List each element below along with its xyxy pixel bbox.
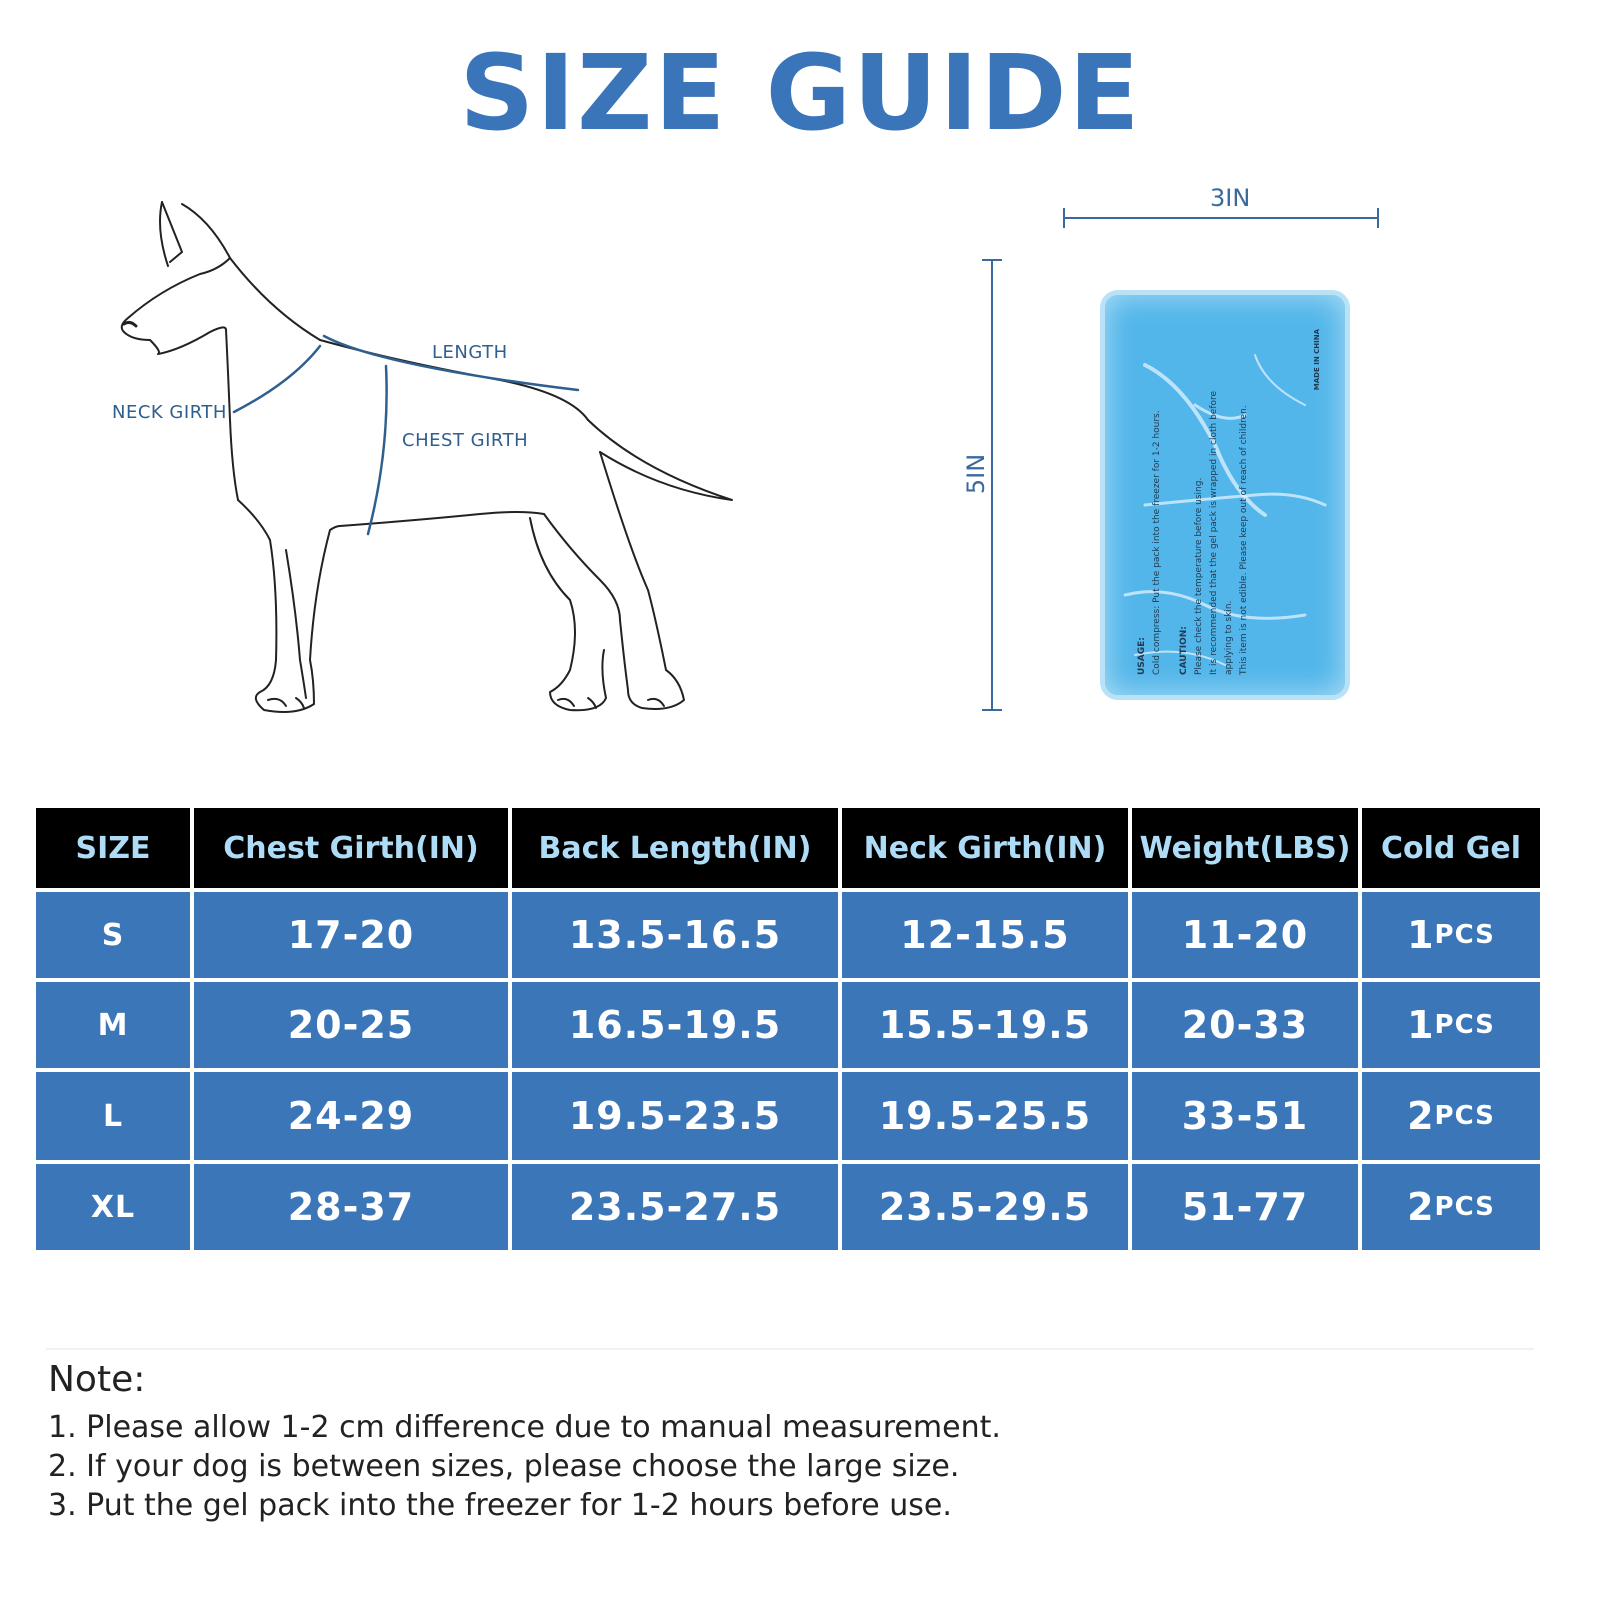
gel-width-label: 3IN — [1210, 184, 1251, 212]
notes-divider — [46, 1348, 1534, 1350]
gel-unit: PCS — [1434, 920, 1495, 950]
gel-unit: PCS — [1434, 1192, 1495, 1222]
back-cell: 19.5-23.5 — [512, 1072, 838, 1160]
cold-gel-cell — [1362, 1164, 1540, 1250]
weight-cell: 33-51 — [1132, 1072, 1358, 1160]
gel-qty: 1 — [1407, 1003, 1435, 1047]
weight-cell: 11-20 — [1132, 892, 1358, 978]
chest-cell: 17-20 — [194, 892, 508, 978]
gel-unit: PCS — [1434, 1010, 1495, 1040]
gel-qty: 1 — [1407, 913, 1435, 957]
weight-cell: 20-33 — [1132, 982, 1358, 1068]
back-cell: 16.5-19.5 — [512, 982, 838, 1068]
notes-section — [48, 1358, 1528, 1525]
caution-line-2: It is recommended that the gel pack is wrapped in cloth before — [1209, 390, 1219, 675]
size-cell: M — [36, 982, 190, 1068]
notes-title: Note: — [48, 1359, 146, 1400]
size-cell: S — [36, 892, 190, 978]
caution-line-3: applying to skin. — [1224, 600, 1234, 675]
note-item: 2. If your dog is between sizes, please choose the large size. — [48, 1449, 960, 1484]
cold-gel-cell — [1362, 892, 1540, 978]
header-cold-gel: Cold Gel — [1362, 808, 1540, 888]
caution-title: CAUTION: — [1179, 626, 1189, 675]
note-item: 3. Put the gel pack into the freezer for 1-2 hours before use. — [48, 1488, 952, 1523]
gel-pack-image — [1100, 290, 1350, 700]
gel-qty: 2 — [1407, 1094, 1435, 1138]
length-label: LENGTH — [432, 342, 508, 363]
made-in-label: MADE IN CHINA — [1313, 329, 1321, 391]
size-cell: XL — [36, 1164, 190, 1250]
page-title: SIZE GUIDE — [459, 32, 1142, 154]
neck-cell: 12-15.5 — [842, 892, 1128, 978]
chest-cell: 20-25 — [194, 982, 508, 1068]
header-chest-girth: Chest Girth(IN) — [194, 808, 508, 888]
chest-girth-label: CHEST GIRTH — [402, 430, 529, 451]
gel-qty: 2 — [1407, 1185, 1435, 1229]
neck-girth-label: NECK GIRTH — [112, 402, 227, 423]
note-item: 1. Please allow 1-2 cm difference due to manual measurement. — [48, 1410, 1001, 1445]
usage-title: USAGE: — [1137, 637, 1147, 675]
header-size: SIZE — [36, 808, 190, 888]
weight-cell: 51-77 — [1132, 1164, 1358, 1250]
size-table — [36, 808, 1532, 1250]
dog-outline-illustration — [100, 190, 780, 750]
size-cell: L — [36, 1072, 190, 1160]
cold-gel-cell — [1362, 1072, 1540, 1160]
back-cell: 23.5-27.5 — [512, 1164, 838, 1250]
neck-cell: 23.5-29.5 — [842, 1164, 1128, 1250]
gel-height-label: 5IN — [962, 453, 991, 495]
header-weight: Weight(LBS) — [1132, 808, 1358, 888]
header-back-length: Back Length(IN) — [512, 808, 838, 888]
neck-cell: 19.5-25.5 — [842, 1072, 1128, 1160]
chest-cell: 24-29 — [194, 1072, 508, 1160]
cold-gel-cell — [1362, 982, 1540, 1068]
chest-cell: 28-37 — [194, 1164, 508, 1250]
caution-line-1: Please check the temperature before using. — [1194, 477, 1204, 675]
neck-cell: 15.5-19.5 — [842, 982, 1128, 1068]
back-cell: 13.5-16.5 — [512, 892, 838, 978]
gel-unit: PCS — [1434, 1101, 1495, 1131]
header-neck-girth: Neck Girth(IN) — [842, 808, 1128, 888]
dog-measurement-diagram — [100, 190, 780, 750]
usage-text: Cold compress: Put the pack into the freezer for 1-2 hours. — [1152, 410, 1162, 675]
gel-pack-diagram — [960, 180, 1440, 740]
caution-line-4: This item is not edible. Please keep out of reach of children. — [1239, 405, 1249, 675]
